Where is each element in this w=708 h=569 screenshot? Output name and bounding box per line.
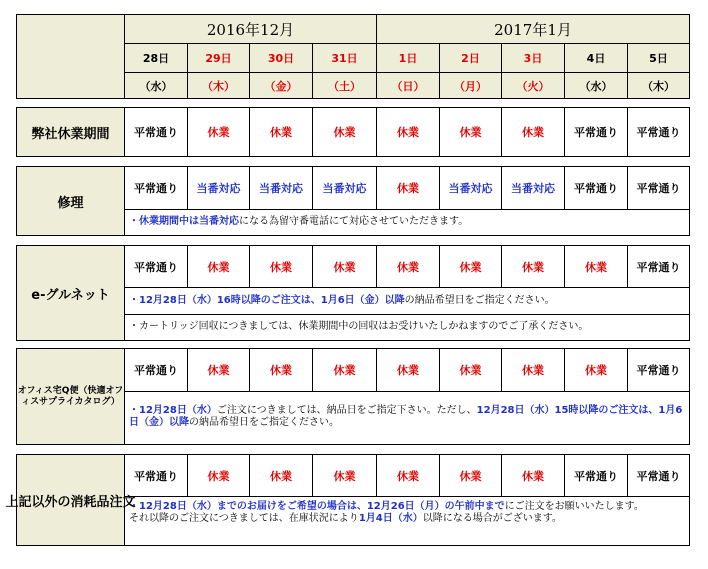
status-cell: 休業 (564, 245, 628, 288)
status-cell: 休業 (439, 348, 502, 392)
status-cell: 平常通り (627, 166, 690, 210)
status-cell: 休業 (187, 245, 250, 288)
status-cell: 平常通り (627, 245, 690, 288)
status-cell: 休業 (249, 245, 313, 288)
office-note-part: 12月28日（水）15時以降のご注文は、1月6日（金）以降 (129, 405, 683, 428)
weekday-cell: （水） (564, 72, 628, 99)
status-cell: 平常通り (124, 454, 188, 497)
office-note-part: の納品希望日をご指定ください。 (189, 417, 339, 428)
status-cell: 当番対応 (439, 166, 502, 210)
status-cell: 休業 (439, 245, 502, 288)
date-cell: 3日 (501, 43, 565, 73)
status-cell: 平常通り (627, 107, 690, 157)
repair-note-highlight: ・休業期間中は当番対応 (129, 216, 239, 227)
status-cell: 休業 (312, 348, 377, 392)
status-cell: 当番対応 (312, 166, 377, 210)
other-note-2-text-end: 以降になる場合がございます。 (422, 513, 562, 524)
date-cell: 30日 (249, 43, 313, 73)
date-cell: 2日 (439, 43, 502, 73)
other-note-1-highlight: ・12月28日（水）までのお届けをご希望の場合は、12月26日（月）の午前中まで (129, 501, 505, 512)
row-label-office: オフィス宅Q便（快適オフィスサプライカタログ） (16, 348, 125, 445)
repair-note (124, 209, 690, 236)
status-cell: 休業 (249, 348, 313, 392)
status-cell: 休業 (249, 454, 313, 497)
date-cell: 4日 (564, 43, 628, 73)
month-january: 2017年1月 (376, 14, 690, 44)
weekday-cell: （日） (376, 72, 440, 99)
other-note (124, 496, 690, 546)
status-cell: 休業 (376, 166, 440, 210)
other-note-2-highlight: 1月4日（水） (358, 513, 423, 524)
status-cell: 休業 (249, 107, 313, 157)
status-cell: 休業 (501, 245, 565, 288)
row-label-repair: 修理 (16, 166, 125, 236)
date-cell: 29日 (187, 43, 250, 73)
row-label-company: 弊社休業期間 (16, 107, 125, 157)
office-note (124, 391, 690, 445)
status-cell: 平常通り (124, 245, 188, 288)
status-cell: 当番対応 (187, 166, 250, 210)
status-cell: 休業 (376, 245, 440, 288)
status-cell: 休業 (376, 348, 440, 392)
status-cell: 当番対応 (249, 166, 313, 210)
office-note-part: ご注文につきましては、納品日をご指定下さい。ただし、 (216, 405, 477, 416)
egurunet-note-1-highlight: ・12月28日（水）16時以降のご注文は、1月6日（金）以降 (129, 295, 405, 306)
egurunet-note-1-text: の納品希望日をご指定ください。 (404, 295, 555, 306)
status-cell: 休業 (439, 107, 502, 157)
row-label-other: 上記以外の消耗品注文 (16, 454, 125, 546)
status-cell: 平常通り (627, 348, 690, 392)
egurunet-note-1 (124, 287, 690, 315)
status-cell: 休業 (187, 348, 250, 392)
status-cell: 平常通り (124, 107, 188, 157)
status-cell: 休業 (501, 454, 565, 497)
status-cell: 休業 (564, 348, 628, 392)
status-cell: 休業 (312, 107, 377, 157)
weekday-cell: （水） (124, 72, 188, 99)
status-cell: 休業 (312, 245, 377, 288)
egurunet-note-2: ・カートリッジ回収につきましては、休業期間中の回収はお受けいたしかねますのでご了承ください。 (124, 314, 690, 341)
status-cell: 休業 (312, 454, 377, 497)
status-cell: 平常通り (124, 348, 188, 392)
status-cell: 休業 (439, 454, 502, 497)
row-label-egurunet: e-グルネット (16, 245, 125, 341)
status-cell: 休業 (501, 348, 565, 392)
weekday-cell: （木） (627, 72, 690, 99)
status-cell: 平常通り (564, 454, 628, 497)
month-december: 2016年12月 (124, 14, 377, 44)
status-cell: 平常通り (627, 454, 690, 497)
date-cell: 28日 (124, 43, 188, 73)
other-note-2-text: それ以降のご注文につきましては、在庫状況により (129, 513, 359, 524)
office-note-part: ・12月28日（水） (129, 405, 217, 416)
status-cell: 平常通り (564, 107, 628, 157)
other-note-1-text: にご注文をお願いいたします。 (504, 501, 644, 512)
weekday-cell: （火） (501, 72, 565, 99)
weekday-cell: （月） (439, 72, 502, 99)
weekday-cell: （土） (312, 72, 377, 99)
status-cell: 休業 (187, 454, 250, 497)
header-corner (16, 14, 125, 99)
weekday-cell: （金） (249, 72, 313, 99)
status-cell: 休業 (376, 107, 440, 157)
status-cell: 休業 (501, 107, 565, 157)
status-cell: 当番対応 (501, 166, 565, 210)
status-cell: 平常通り (124, 166, 188, 210)
weekday-cell: （木） (187, 72, 250, 99)
date-cell: 5日 (627, 43, 690, 73)
status-cell: 休業 (376, 454, 440, 497)
repair-note-text: になる為留守番電話にて対応させていただきます。 (239, 216, 469, 227)
status-cell: 平常通り (564, 166, 628, 210)
date-cell: 31日 (312, 43, 377, 73)
date-cell: 1日 (376, 43, 440, 73)
status-cell: 休業 (187, 107, 250, 157)
